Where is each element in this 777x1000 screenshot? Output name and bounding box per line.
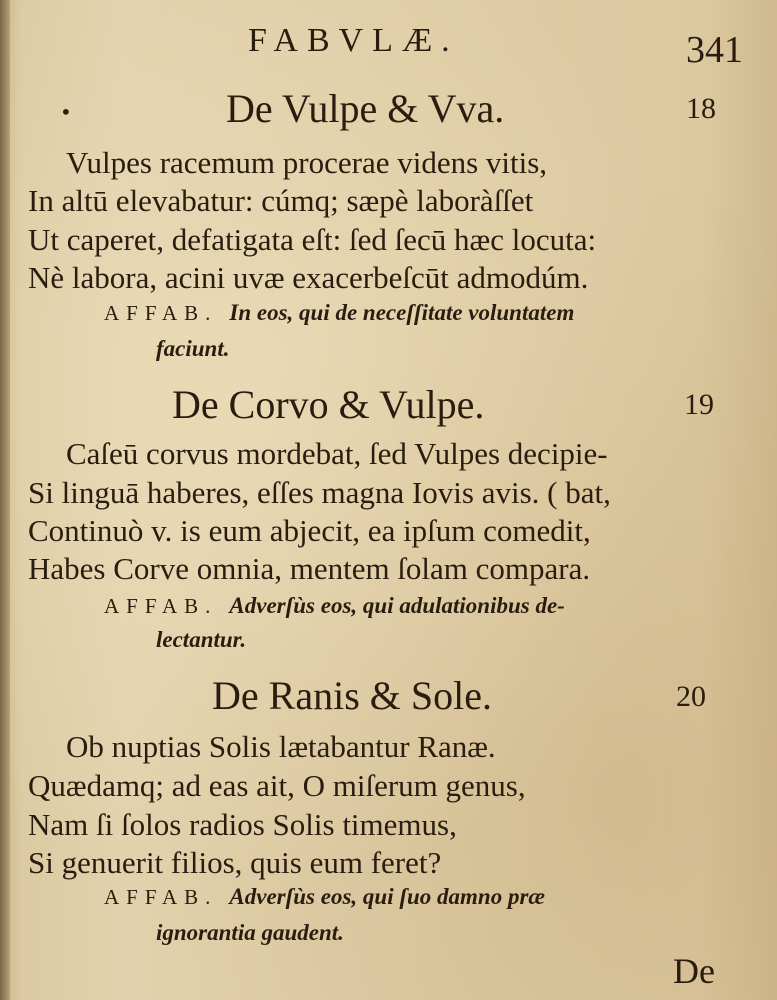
catchword: De <box>673 951 715 991</box>
fable-title: De Ranis & Sole. <box>212 673 492 718</box>
moral <box>104 593 565 619</box>
moral <box>104 300 574 326</box>
verse-line: Continuò v. is eum abjecit, ea ipſum comedit, <box>28 513 591 548</box>
moral-text-continued: ignorantia gaudent. <box>156 920 344 945</box>
stray-mark: • <box>60 100 72 124</box>
verse-line: Ob nuptias Solis lætabantur Ranæ. <box>66 729 496 764</box>
moral-label: AFFAB. <box>104 594 218 618</box>
moral-label: AFFAB. <box>104 885 218 909</box>
verse-line: Habes Corve omnia, mentem ſolam compara. <box>28 551 591 586</box>
fable-number: 20 <box>676 680 706 713</box>
verse-line: Si linguā haberes, eſſes magna Iovis avis. ( bat, <box>28 475 611 510</box>
verse-line: Nam ſi ſolos radios Solis timemus, <box>28 807 457 842</box>
fable-title: De Vulpe & Vva. <box>226 86 505 131</box>
page-number: 341 <box>686 29 743 71</box>
moral-text-continued: lectantur. <box>156 627 247 652</box>
running-head: FABVLÆ. <box>248 22 459 59</box>
verse-line: Quædamq; ad eas ait, O miſerum genus, <box>28 768 526 803</box>
moral-text: Adverſùs eos, qui adulationibus de- <box>229 593 565 618</box>
moral-text: In eos, qui de neceſſitate voluntatem <box>229 300 575 325</box>
verse-line: Caſeū corvus mordebat, ſed Vulpes decipie- <box>66 436 608 471</box>
verse-line: In altū elevabatur: cúmq; sæpè laboràſſet <box>28 183 534 218</box>
fable-title: De Corvo & Vulpe. <box>172 382 485 427</box>
moral-label: AFFAB. <box>104 301 218 325</box>
verse-line: Vulpes racemum procerae videns vitis, <box>66 145 548 180</box>
verse-line: Ut caperet, defatigata eſt: ſed ſecū hæc locuta: <box>28 222 597 257</box>
verse-line: Si genuerit filios, quis eum feret? <box>28 845 442 880</box>
fable-number: 18 <box>686 92 716 125</box>
moral <box>104 884 545 910</box>
moral-text-continued: faciunt. <box>156 336 230 361</box>
verse-line: Nè labora, acini uvæ exacerbeſcūt admodúm. <box>28 260 589 295</box>
page-gutter <box>0 0 10 1000</box>
fable-number: 19 <box>684 388 714 421</box>
moral-text: Adverſùs eos, qui ſuo damno præ <box>229 884 546 909</box>
